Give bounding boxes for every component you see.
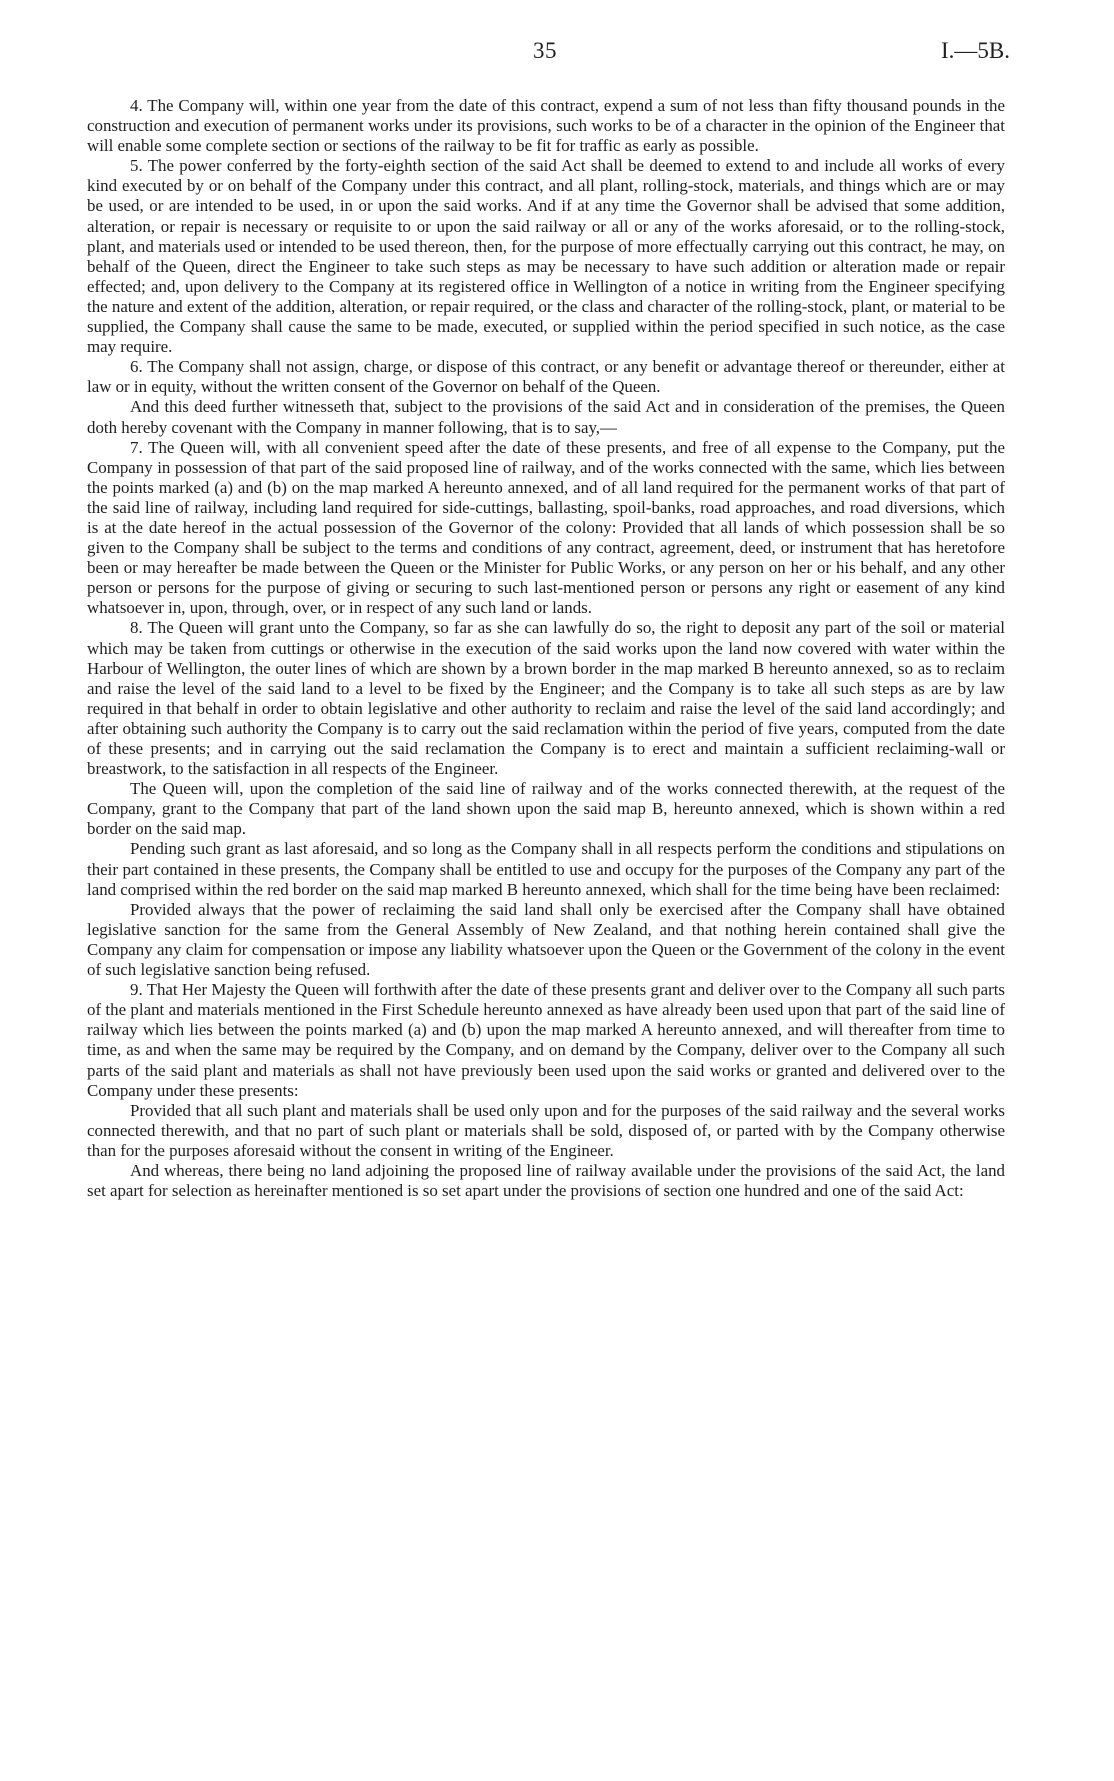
document-reference: I.—5B.: [941, 38, 1010, 63]
paragraph-clause-7: 7. The Queen will, with all convenient speed after the date of these presents, and free of all expense to the Company, put the Company in possession of that part of the said proposed line of railway, and of the works connected with the same, which lies between the points marked (a) and (b) on the map marked A hereunto annexed, and of all land required for the permanent works of that part of the said line of railway, including land required for side-cuttings, ballasting, spoil-banks, road approaches, and road diversions, which is at the date hereof in the actual possession of the Governor of the colony: Provided that all lands of which possession shall be so given to the Company shall be subject to the terms and conditions of any contract, agreement, deed, or instrument that has heretofore been or may hereafter be made between the Queen or the Minister for Public Works, or any person on her or his behalf, and any other person or persons for the purpose of giving or securing to such last-mentioned person or persons any right or easement of any kind whatsoever in, upon, through, over, or in respect of any such land or lands.: [87, 437, 1005, 618]
paragraph-clause-6: 6. The Company shall not assign, charge, or dispose of this contract, or any benefit or advantage thereof or thereunder, either at law or in equity, without the written consent of the Governor on behalf of the Queen.: [87, 357, 1005, 397]
page-number: 35: [533, 38, 557, 63]
paragraph-proviso-plant: Provided that all such plant and materials shall be used only upon and for the purposes of the said railway and the several works connected therewith, and that no part of such plant or materials shall be sold, disposed of, or parted with by the Company otherwise than for the purposes aforesaid without the consent in writing of the Engineer.: [87, 1100, 1005, 1160]
paragraph-whereas-land: And whereas, there being no land adjoining the proposed line of railway available under the provisions of the said Act, the land set apart for selection as hereinafter mentioned is so set apart under the provisions of section one hundred and one of the said Act:: [87, 1160, 1005, 1201]
paragraph-proviso-legislative: Provided always that the power of reclaiming the said land shall only be exercised after the Company shall have obtained legislative sanction for the same from the General Assembly of New Zealand, and that nothing herein contained shall give the Company any claim for compensation or impose any liability whatsoever upon the Queen or the Government of the colony in the event of such legislative sanction being refused.: [87, 899, 1005, 980]
paragraph-clause-4: 4. The Company will, within one year from the date of this contract, expend a sum of not less than fifty thousand pounds in the construction and execution of permanent works under its provisions, such works to be of a character in the opinion of the Engineer that will enable some complete section or sections of the railway to be fit for traffic as early as possible.: [87, 96, 1005, 156]
paragraph-clause-5: 5. The power conferred by the forty-eighth section of the said Act shall be deemed to extend to and include all works of every kind executed by or on behalf of the Company under this contract, and all plant, rolling-stock, materials, and things which are or may be used, or are intended to be used, in or upon the said works. And if at any time the Governor shall be advised that some addition, alteration, or repair is necessary or requisite to or upon the said railway or all or any of the works aforesaid, or to the rolling-stock, plant, and materials used or intended to be used thereon, then, for the purpose of more effectually carrying out this contract, he may, on behalf of the Queen, direct the Engineer to take such steps as may be necessary to have such addition or alteration made or repair effected; and, upon delivery to the Company at its registered office in Wellington of a notice in writing from the Engineer specifying the nature and extent of the addition, alteration, or repair required, or the class and character of the rolling-stock, plant, or material to be supplied, the Company shall cause the same to be made, executed, or supplied within the period specified in such notice, as the case may require.: [87, 156, 1005, 357]
paragraph-clause-9: 9. That Her Majesty the Queen will forthwith after the date of these presents grant and deliver over to the Company all such parts of the plant and materials mentioned in the First Schedule hereunto annexed as have already been used upon that part of the said line of railway which lies between the points marked (a) and (b) upon the map marked A hereunto annexed, and will thereafter from time to time, as and when the same may be required by the Company, and on demand by the Company, deliver over to the Company all such parts of the said plant and materials as shall not have previously been used upon the said works or granted and delivered over to the Company under these presents:: [87, 980, 1005, 1100]
paragraph-clause-8: 8. The Queen will grant unto the Company, so far as she can lawfully do so, the right to deposit any part of the soil or material which may be taken from cuttings or otherwise in the execution of the said works upon the land now covered with water within the Harbour of Wellington, the outer lines of which are shown by a brown border in the map marked B hereunto annexed, so as to reclaim and raise the level of the said land to a level to be fixed by the Engineer; and the Company is to take all such steps as are by law required in that behalf in order to obtain legislative and other authority to reclaim and raise the level of the said land accordingly; and after obtaining such authority the Company is to carry out the said reclamation within the period of five years, computed from the date of these presents; and in carrying out the said reclamation the Company is to erect and maintain a sufficient reclaiming-wall or breastwork, to the satisfaction in all respects of the Engineer.: [87, 618, 1005, 779]
paragraph-witnesseth: And this deed further witnesseth that, subject to the provisions of the said Act and in consideration of the premises, the Queen doth hereby covenant with the Company in manner following, that is to say,—: [87, 397, 1005, 437]
document-body: [87, 96, 1005, 1201]
page-header: [90, 38, 1010, 78]
paragraph-grant-red-border: The Queen will, upon the completion of the said line of railway and of the works connected therewith, at the request of the Company, grant to the Company that part of the land shown upon the said map B, hereunto annexed, which is shown within a red border on the said map.: [87, 779, 1005, 839]
paragraph-pending-grant: Pending such grant as last aforesaid, and so long as the Company shall in all respects perform the conditions and stipulations on their part contained in these presents, the Company shall be entitled to use and occupy for the purposes of the Company any part of the land comprised within the red border on the said map marked B hereunto annexed, which shall for the time being have been reclaimed:: [87, 839, 1005, 899]
